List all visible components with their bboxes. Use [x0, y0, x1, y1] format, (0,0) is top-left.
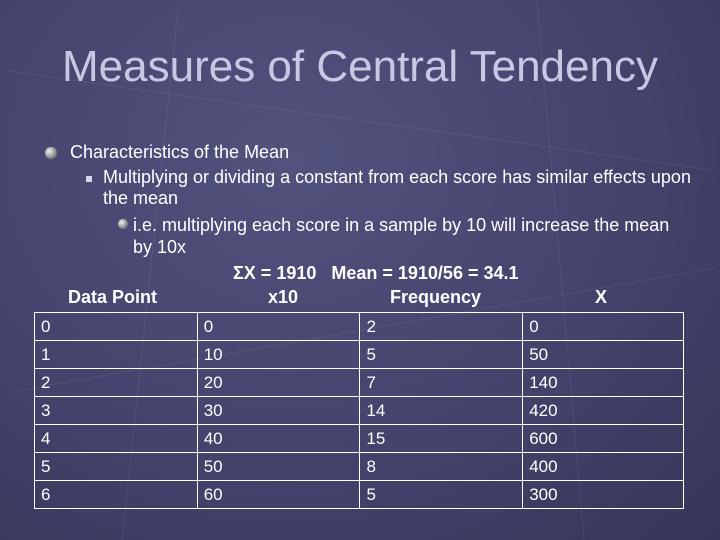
column-header-data-point: Data Point [68, 287, 158, 307]
table-row [35, 313, 684, 341]
bullet-level-2: Multiplying or dividing a constant from each score has similar effects upon the mean [103, 167, 691, 208]
table-cell: 60 [197, 481, 360, 509]
table-cell: 2 [35, 369, 198, 397]
table-row [35, 481, 684, 509]
table-cell: 600 [523, 425, 684, 453]
table-cell: 0 [523, 313, 684, 341]
table-row [35, 369, 684, 397]
sphere-bullet-icon [45, 147, 57, 159]
table-cell: 400 [523, 453, 684, 481]
table-cell: 6 [35, 481, 198, 509]
slide-title: Measures of Central Tendency [62, 42, 658, 91]
table-cell: 10 [197, 341, 360, 369]
table-cell: 50 [523, 341, 684, 369]
column-header-x10: x10 [268, 287, 299, 307]
table-row [35, 341, 684, 369]
table-cell: 40 [197, 425, 360, 453]
table-cell: 300 [523, 481, 684, 509]
table-cell: 140 [523, 369, 684, 397]
square-bullet-icon [86, 176, 92, 182]
sphere-bullet-icon [118, 219, 128, 229]
table-cell: 7 [360, 369, 523, 397]
table-cell: 4 [35, 425, 198, 453]
table-cell: 50 [197, 453, 360, 481]
table-cell: 0 [197, 313, 360, 341]
table-cell: 20 [197, 369, 360, 397]
table-cell: 5 [360, 481, 523, 509]
bullet-level-1: Characteristics of the Mean [70, 142, 290, 162]
table-cell: 8 [360, 453, 523, 481]
column-header-x: X [595, 287, 608, 307]
table-row [35, 453, 684, 481]
table-cell: 15 [360, 425, 523, 453]
table-cell: 420 [523, 397, 684, 425]
table-cell: 1 [35, 341, 198, 369]
column-header-frequency: Frequency [390, 287, 482, 307]
table-row [35, 397, 684, 425]
table-cell: 30 [197, 397, 360, 425]
table-cell: 0 [35, 313, 198, 341]
table-cell: 3 [35, 397, 198, 425]
table-cell: 14 [360, 397, 523, 425]
sum-and-mean-formula: ΣX = 1910 Mean = 1910/56 = 34.1 [233, 263, 519, 283]
table-row [35, 425, 684, 453]
table-cell: 2 [360, 313, 523, 341]
bullet-level-3: i.e. multiplying each score in a sample by 10 will increase the mean by 10x [133, 215, 670, 257]
table-cell: 5 [35, 453, 198, 481]
table-cell: 5 [360, 341, 523, 369]
frequency-table [34, 312, 684, 509]
